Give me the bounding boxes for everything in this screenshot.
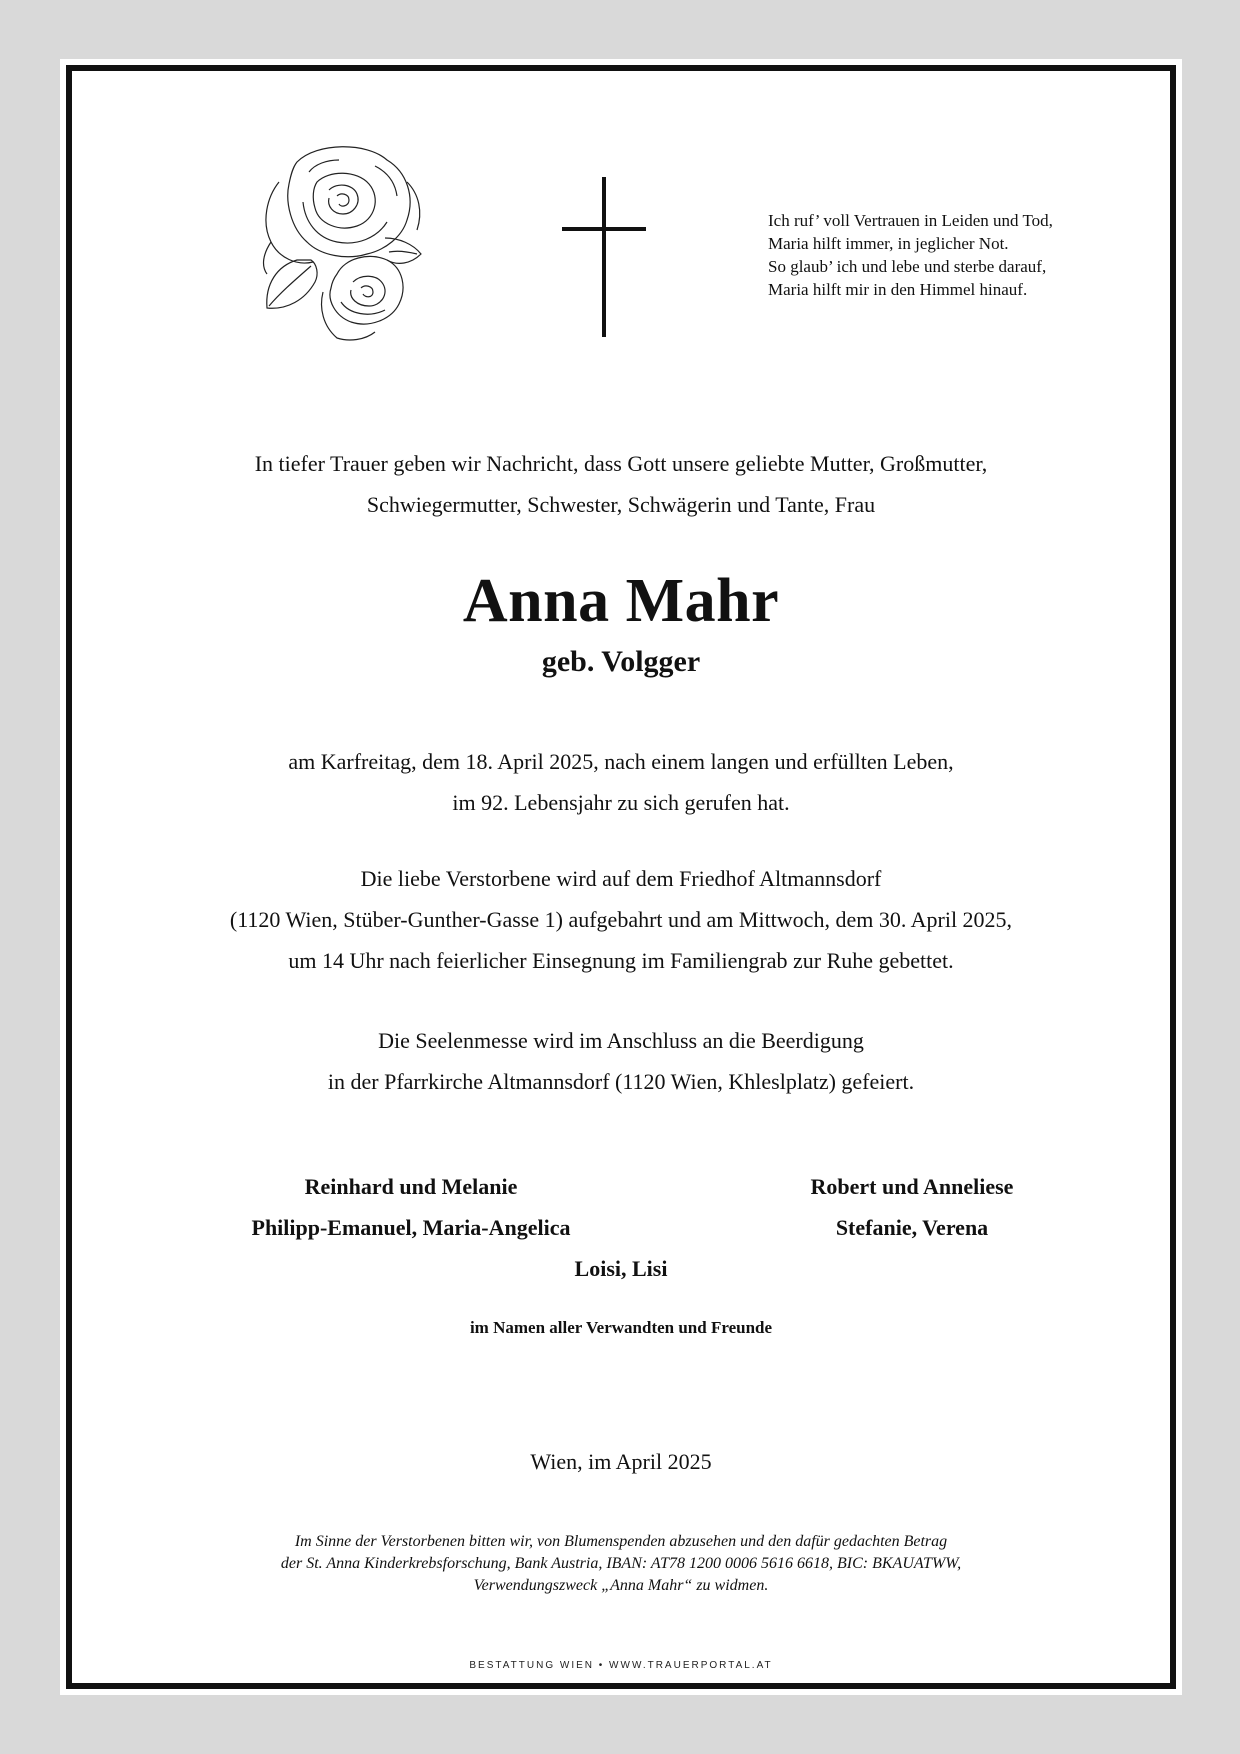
mourners-center: Loisi, Lisi [574, 1256, 668, 1281]
funeral-line: (1120 Wien, Stüber-Gunther-Gasse 1) aufgebahrt und am Mittwoch, dem 30. April 2025, [229, 907, 1013, 932]
prayer-line: Maria hilft immer, in jeglicher Not. [768, 234, 1009, 253]
mourners-right [722, 1166, 1102, 1248]
mourner-line: Stefanie, Verena [835, 1215, 989, 1240]
intro-line: In tiefer Trauer geben wir Nachricht, dass Gott unsere geliebte Mutter, Großmutter, [254, 451, 988, 476]
prayer-line: Maria hilft mir in den Himmel hinauf. [768, 280, 1028, 299]
funeral-line: Die liebe Verstorbene wird auf dem Friedhof Altmannsdorf [360, 866, 882, 891]
obituary-sheet [60, 59, 1182, 1695]
mourner-line: Robert und Anneliese [810, 1174, 1014, 1199]
mass-line: Die Seelenmesse wird im Anschluss an die Beerdigung [378, 1028, 864, 1053]
funeral-home-footer: BESTATTUNG WIEN • WWW.TRAUERPORTAL.AT [469, 1660, 773, 1671]
intro-text [60, 443, 1182, 525]
place-date: Wien, im April 2025 [530, 1449, 712, 1474]
deceased-name: Anna Mahr [462, 567, 780, 635]
donation-note [60, 1531, 1182, 1597]
mourners-left [191, 1166, 631, 1248]
mass-line: in der Pfarrkirche Altmannsdorf (1120 Wien, Khleslplatz) gefeiert. [327, 1069, 915, 1094]
funeral-paragraph [60, 858, 1182, 981]
cross-icon [562, 177, 646, 337]
mass-paragraph [60, 1020, 1182, 1102]
death-line: im 92. Lebensjahr zu sich gerufen hat. [452, 790, 790, 815]
rose-illustration [257, 142, 429, 342]
prayer-line: So glaub’ ich und lebe und sterbe darauf, [768, 257, 1047, 276]
mourner-line: Philipp-Emanuel, Maria-Angelica [251, 1215, 571, 1240]
mourner-line: Reinhard und Melanie [304, 1174, 518, 1199]
birth-name: geb. Volgger [541, 645, 701, 678]
intro-line: Schwiegermutter, Schwester, Schwägerin und Tante, Frau [366, 492, 876, 517]
death-line: am Karfreitag, dem 18. April 2025, nach einem langen und erfüllten Leben, [288, 749, 954, 774]
prayer-line: Ich ruf’ voll Vertrauen in Leiden und Tod, [768, 211, 1053, 230]
donation-line: der St. Anna Kinderkrebsforschung, Bank Austria, IBAN: AT78 1200 0006 5616 6618, BIC: BKAUATWW, [280, 1555, 962, 1572]
donation-line: Im Sinne der Verstorbenen bitten wir, von Blumenspenden abzusehen und den dafür gedachten Betrag [294, 1533, 948, 1550]
donation-line: Verwendungszweck „Anna Mahr“ zu widmen. [473, 1577, 769, 1594]
funeral-line: um 14 Uhr nach feierlicher Einsegnung im Familiengrab zur Ruhe gebettet. [288, 948, 954, 973]
death-paragraph [60, 741, 1182, 823]
prayer-verse [768, 209, 1108, 301]
on-behalf-text: im Namen aller Verwandten und Freunde [469, 1318, 773, 1337]
